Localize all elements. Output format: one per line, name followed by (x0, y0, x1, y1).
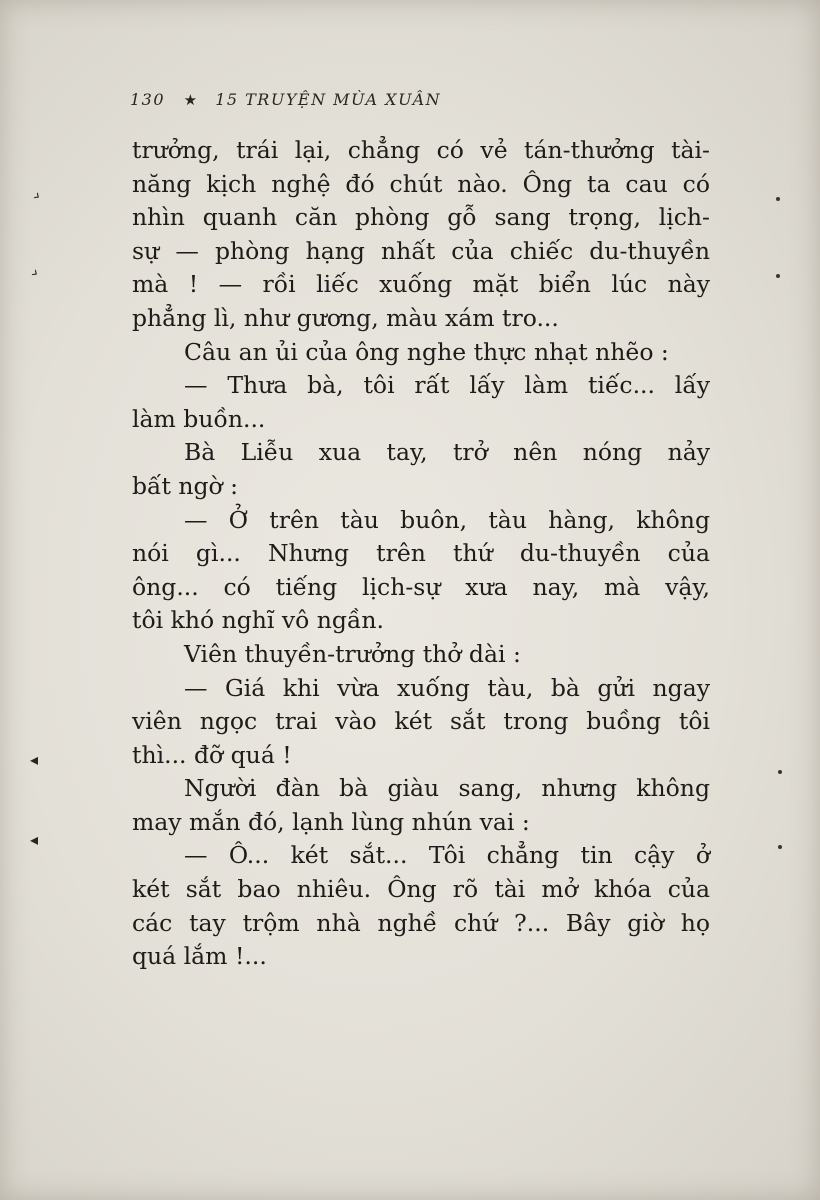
star-icon: ★ (183, 91, 199, 109)
margin-tick-mark: ◂ (30, 750, 39, 769)
text-line: két sắt bao nhiêu. Ông rõ tài mở khóa của (132, 875, 710, 904)
text-line: — Giá khi vừa xuống tàu, bà gửi ngay (184, 673, 710, 702)
text-line: Viên thuyền-trưởng thở dài : (184, 639, 521, 668)
text-line: ông... có tiếng lịch-sự xưa nay, mà vậy, (132, 572, 710, 601)
text-line: phẳng lì, như gương, màu xám tro... (132, 303, 559, 332)
text-line: các tay trộm nhà nghề chứ ?... Bây giờ họ (132, 908, 710, 937)
text-line: — Ở trên tàu buôn, tàu hàng, không (184, 505, 710, 534)
text-line: Người đàn bà giàu sang, nhưng không (184, 774, 710, 803)
text-line: — Thưa bà, tôi rất lấy làm tiếc... lấy (184, 371, 710, 400)
text-line: nói gì... Nhưng trên thứ du-thuyền của (132, 539, 710, 568)
book-title: 15 TRUYỆN MÙA XUÂN (215, 90, 442, 109)
running-header (130, 90, 441, 109)
text-line: làm buồn... (132, 404, 266, 433)
text-line: — Ô... két sắt... Tôi chẳng tin cậy ở (184, 841, 710, 870)
margin-dot (778, 770, 782, 774)
text-line: viên ngọc trai vào két sắt trong buồng tôi (132, 707, 710, 736)
text-line: Bà Liễu xua tay, trở nên nóng nảy (184, 438, 710, 467)
text-line: trưởng, trái lại, chẳng có vẻ tán-thưởng tài- (132, 136, 710, 164)
page-number: 130 (130, 90, 166, 109)
text-line: nhìn quanh căn phòng gỗ sang trọng, lịch- (132, 203, 710, 232)
margin-tick-mark: › (27, 262, 44, 283)
margin-dot (778, 845, 782, 849)
text-line: may mắn đó, lạnh lùng nhún vai : (132, 807, 530, 836)
text-line: mà ! — rồi liếc xuống mặt biển lúc này (132, 270, 710, 299)
text-line: tôi khó nghĩ vô ngần. (132, 606, 384, 635)
text-line: năng kịch nghệ đó chút nào. Ông ta cau có (132, 169, 710, 198)
margin-dot (776, 197, 780, 201)
margin-tick-mark: › (29, 185, 46, 206)
text-line: sự — phòng hạng nhất của chiếc du-thuyền (132, 236, 710, 265)
text-line: quá lắm !... (132, 942, 267, 971)
margin-tick-mark: ◂ (30, 830, 39, 849)
text-line: Câu an ủi của ông nghe thực nhạt nhẽo : (184, 337, 669, 366)
body-text (132, 134, 710, 974)
text-line: bất ngờ : (132, 471, 239, 500)
margin-dot (776, 274, 780, 278)
text-line: thì... đỡ quá ! (132, 740, 292, 769)
